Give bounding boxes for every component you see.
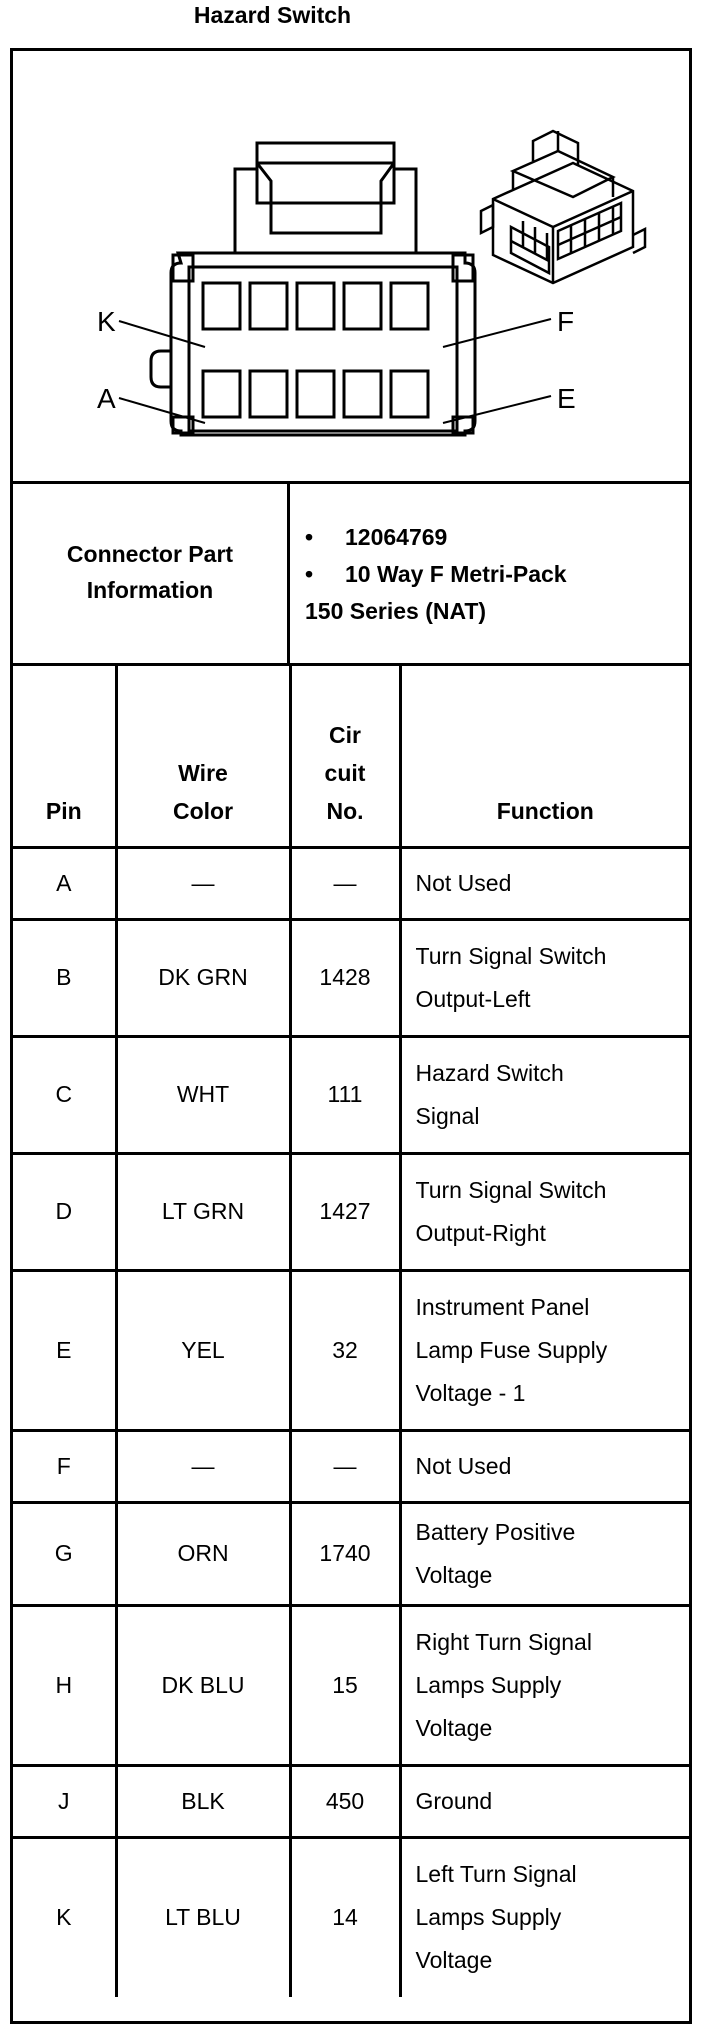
- bullet-icon: •: [305, 524, 314, 550]
- pinout-table: [13, 663, 689, 1997]
- function-line: Lamps Supply: [415, 1671, 562, 1698]
- function-line: Output-Right: [415, 1219, 546, 1246]
- circuit-cell: 15: [290, 1605, 400, 1765]
- function-line: Battery Positive: [415, 1518, 576, 1545]
- part-info-label: [13, 481, 290, 663]
- pin-label-f: F: [557, 306, 575, 337]
- part-info-label-line2: Information: [86, 577, 214, 603]
- pin-cell: C: [13, 1036, 116, 1153]
- function-cell: [400, 1270, 689, 1430]
- pin-cell: G: [13, 1502, 116, 1605]
- function-line: Lamp Fuse Supply: [415, 1336, 608, 1363]
- part-number: 12064769: [345, 524, 448, 550]
- table-row: [13, 1837, 689, 1997]
- function-line: Right Turn Signal: [415, 1628, 592, 1655]
- part-info-values: [305, 519, 567, 630]
- function-cell: [400, 919, 689, 1036]
- wire-color-cell: —: [116, 1430, 290, 1502]
- circuit-cell: 1427: [290, 1153, 400, 1270]
- table-row: [13, 1502, 689, 1605]
- header-function: Function: [400, 663, 689, 847]
- connector-description-line2: 150 Series (NAT): [305, 598, 487, 624]
- circuit-cell: 32: [290, 1270, 400, 1430]
- table-row: [13, 1036, 689, 1153]
- function-line: Turn Signal Switch: [415, 1176, 607, 1203]
- circuit-cell: 450: [290, 1765, 400, 1837]
- pin-label-e: E: [557, 383, 576, 414]
- wire-color-cell: LT GRN: [116, 1153, 290, 1270]
- table-row: [13, 847, 689, 919]
- wire-color-cell: ORN: [116, 1502, 290, 1605]
- circuit-cell: 111: [290, 1036, 400, 1153]
- header-wire-color: Wire Color: [116, 663, 290, 847]
- connector-part-info: [13, 481, 689, 666]
- wire-color-cell: —: [116, 847, 290, 919]
- circuit-cell: —: [290, 1430, 400, 1502]
- pin-cell: D: [13, 1153, 116, 1270]
- circuit-cell: 14: [290, 1837, 400, 1997]
- wire-color-cell: WHT: [116, 1036, 290, 1153]
- wire-color-cell: DK BLU: [116, 1605, 290, 1765]
- function-line: Output-Left: [415, 985, 531, 1012]
- pin-cell: H: [13, 1605, 116, 1765]
- function-cell: [400, 1430, 689, 1502]
- circuit-cell: 1740: [290, 1502, 400, 1605]
- function-cell: [400, 847, 689, 919]
- pin-cell: A: [13, 847, 116, 919]
- header-circuit-no: Cir cuit No.: [290, 663, 400, 847]
- function-line: Ground: [415, 1787, 493, 1814]
- bullet-icon: •: [305, 561, 314, 587]
- function-line: Voltage - 1: [415, 1379, 526, 1406]
- table-row: [13, 1430, 689, 1502]
- header-pin: Pin: [13, 663, 116, 847]
- function-cell: [400, 1502, 689, 1605]
- connector-description-line1: 10 Way F Metri-Pack: [345, 561, 567, 587]
- function-line: Voltage: [415, 1947, 493, 1974]
- wire-color-cell: LT BLU: [116, 1837, 290, 1997]
- function-line: Hazard Switch: [415, 1059, 564, 1086]
- pin-label-a: A: [97, 383, 116, 414]
- function-line: Signal: [415, 1102, 480, 1129]
- wire-color-cell: YEL: [116, 1270, 290, 1430]
- table-header-row: [13, 663, 689, 847]
- table-row: [13, 1605, 689, 1765]
- function-cell: [400, 1837, 689, 1997]
- pin-cell: B: [13, 919, 116, 1036]
- pin-cell: J: [13, 1765, 116, 1837]
- circuit-cell: —: [290, 847, 400, 919]
- table-row: [13, 1765, 689, 1837]
- pin-cell: E: [13, 1270, 116, 1430]
- function-line: Left Turn Signal: [415, 1861, 577, 1888]
- function-line: Voltage: [415, 1714, 493, 1741]
- function-line: Instrument Panel: [415, 1293, 590, 1320]
- pin-cell: F: [13, 1430, 116, 1502]
- page-title: Hazard Switch: [193, 2, 352, 28]
- pin-label-k: K: [97, 306, 116, 337]
- function-cell: [400, 1153, 689, 1270]
- connector-sheet: [10, 48, 692, 2024]
- table-row: [13, 1270, 689, 1430]
- wire-color-cell: BLK: [116, 1765, 290, 1837]
- function-line: Lamps Supply: [415, 1904, 562, 1931]
- circuit-cell: 1428: [290, 919, 400, 1036]
- function-line: Not Used: [415, 869, 512, 896]
- function-line: Not Used: [415, 1452, 512, 1479]
- function-line: Voltage: [415, 1561, 493, 1588]
- part-info-label-line1: Connector Part: [66, 541, 234, 567]
- function-cell: [400, 1036, 689, 1153]
- function-line: Turn Signal Switch: [415, 942, 607, 969]
- connector-diagram: [13, 51, 689, 484]
- table-row: [13, 1153, 689, 1270]
- wire-color-cell: DK GRN: [116, 919, 290, 1036]
- connector-face-drawing: [13, 51, 689, 481]
- function-cell: [400, 1605, 689, 1765]
- table-row: [13, 919, 689, 1036]
- function-cell: [400, 1765, 689, 1837]
- pin-cell: K: [13, 1837, 116, 1997]
